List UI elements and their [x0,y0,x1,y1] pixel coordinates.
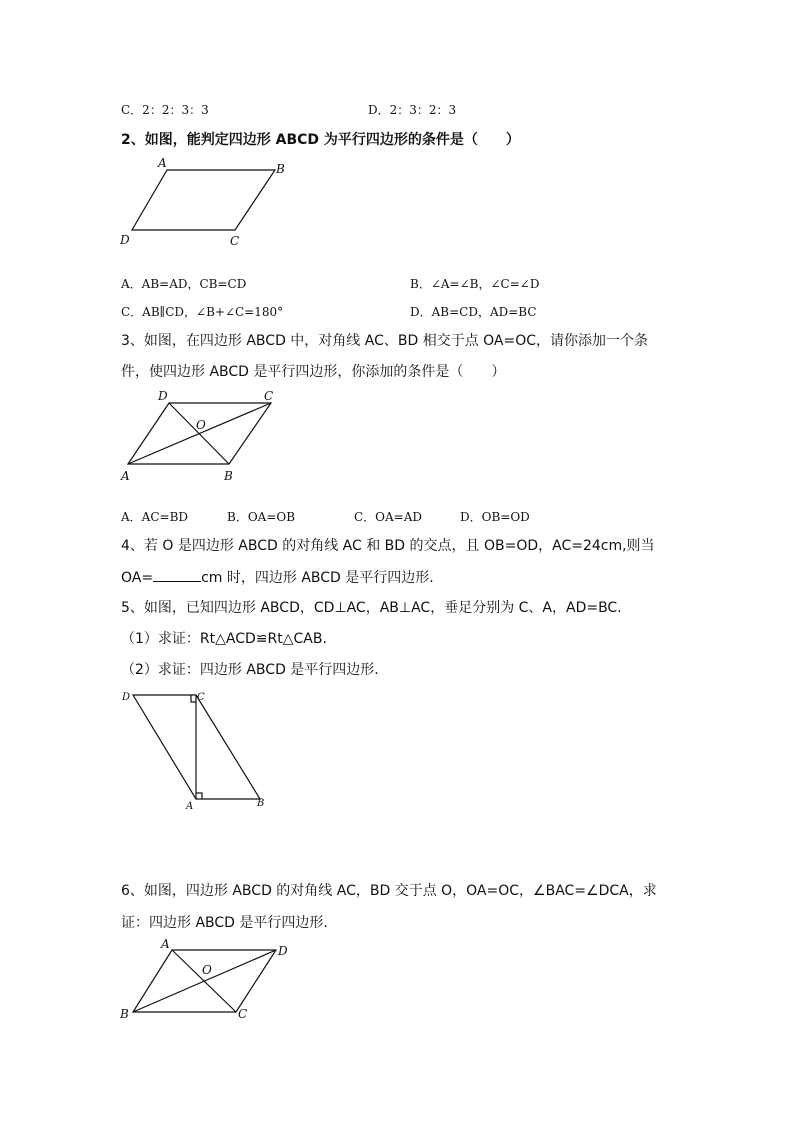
q2-label-b: B [276,162,285,176]
q5-label-b: B [257,798,265,809]
q5-part2: （2）求证：四边形 ABCD 是平行四边形. [121,662,379,678]
q5-label-d: D [122,692,131,703]
q3-option-b: B．OA=OB [227,510,296,524]
q2-option-c: C．AB∥CD，∠B+∠C=180° [121,305,284,319]
q6-stem-line2: 证：四边形 ABCD 是平行四边形. [121,915,328,931]
q4-suffix: cm 时，四边形 ABCD 是平行四边形. [201,570,434,586]
q5-label-c: C [197,692,205,703]
q2-label-c: C [230,234,240,248]
q3-stem-line2: 件，使四边形 ABCD 是平行四边形，你添加的条件是（ ） [121,364,506,380]
q6-label-a: A [161,937,170,951]
q3-label-b: B [224,469,233,483]
q6-label-b: B [120,1007,129,1021]
q3-label-d: D [158,389,168,403]
q6-stem-line1: 6、如图，四边形 ABCD 的对角线 AC，BD 交于点 O，OA=OC，∠BAC=∠DCA，求 [121,883,657,899]
q3-option-c: C．OA=AD [354,510,423,524]
q1-option-d: D．2：3：2：3 [368,103,457,117]
q6-label-o: O [202,963,212,977]
q4-stem-line1: 4、若 O 是四边形 ABCD 的对角线 AC 和 BD 的交点，且 OB=OD，AC=24cm,则当 [121,538,655,554]
q5-stem: 5、如图，已知四边形 ABCD，CD⊥AC，AB⊥AC，垂足分别为 C、A，AD=BC. [121,600,622,616]
q6-diagonal-bd [133,950,276,1012]
q2-stem: 2、如图，能判定四边形 ABCD 为平行四边形的条件是（ ） [121,132,520,148]
q3-label-c: C [264,389,274,403]
q6-label-d: D [278,944,288,958]
q1-option-c: C．2：2：3：3 [121,103,209,117]
q3-option-a: A．AC=BD [121,510,189,524]
q6-label-c: C [238,1007,248,1021]
q2-label-d: D [120,233,130,247]
q2-option-a: A．AB=AD，CB=CD [121,277,247,291]
q3-stem-line1: 3、如图，在四边形 ABCD 中，对角线 AC、BD 相交于点 OA=OC，请你添加一个条 [121,333,649,349]
q5-part1: （1）求证：Rt△ACD≌Rt△CAB. [121,631,327,647]
q2-option-b: B．∠A=∠B，∠C=∠D [410,277,540,291]
q2-option-d: D．AB=CD，AD=BC [410,305,537,319]
q4-prefix: OA= [121,570,154,586]
q3-label-a: A [121,469,130,483]
q2-label-a: A [158,156,167,170]
q3-option-d: D．OB=OD [460,510,530,524]
q5-label-a: A [186,801,194,812]
q3-label-o: O [196,418,206,432]
